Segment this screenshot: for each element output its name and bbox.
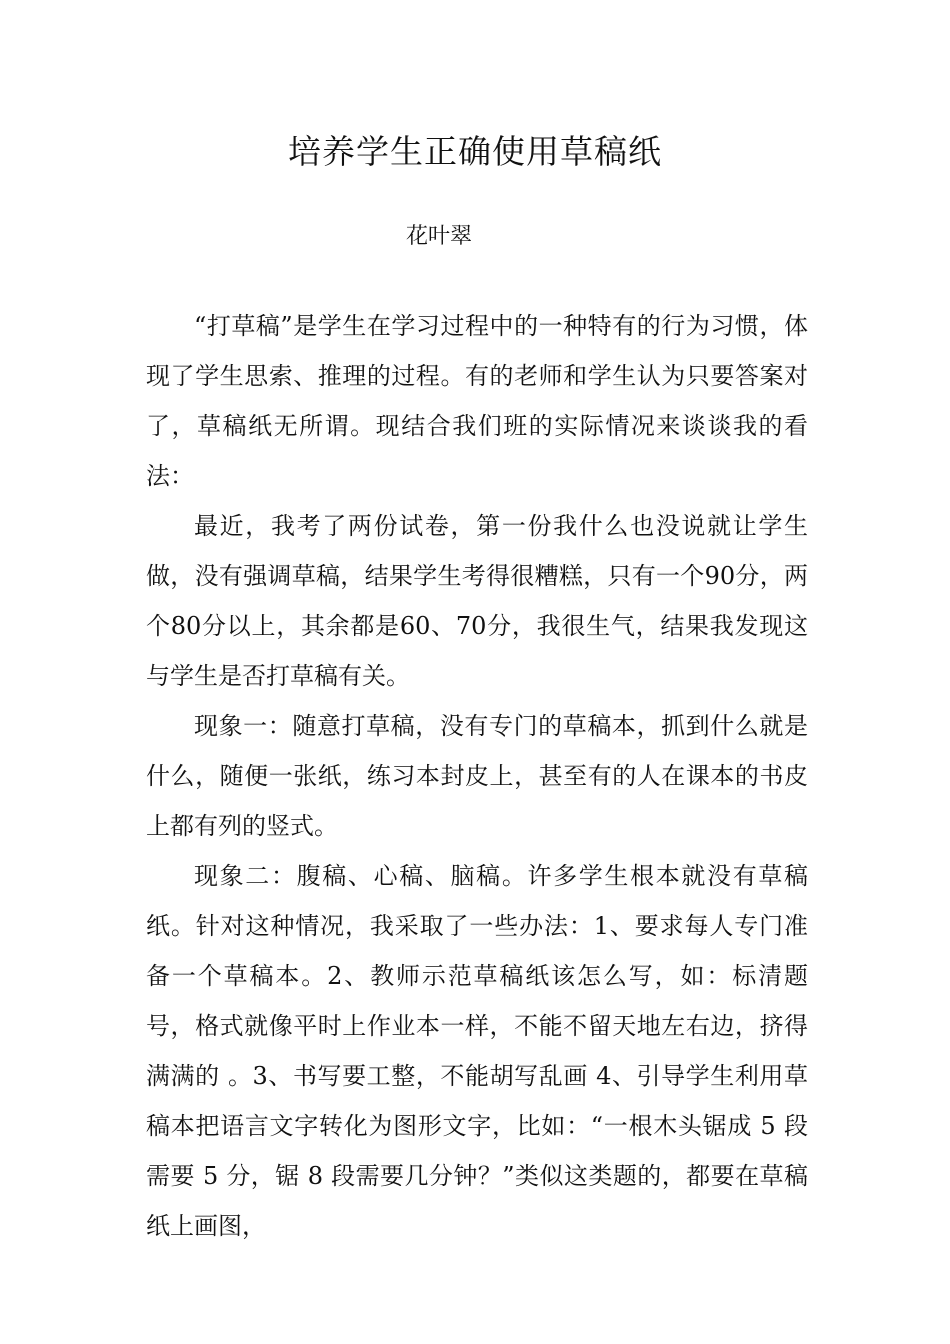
paragraph-phenomenon-one: 现象一：随意打草稿，没有专门的草稿本，抓到什么就是什么，随便一张纸，练习本封皮上，甚至有的人在课本的书皮上都有列的竖式。	[146, 712, 808, 840]
document-body	[146, 301, 808, 1251]
author-name: 花叶翠	[406, 224, 473, 249]
paragraph-phenomenon-two: 现象二：腹稿、心稿、脑稿。许多学生根本就没有草稿纸。针对这种情况，我采取了一些办法：1、要求每人专门准备一个草稿本。2、教师示范草稿纸该怎么写，如：标清题号，格式就像平时上作业本一样，不能不留天地左右边，挤得满满的 。3、书写要工整，不能胡写乱画 4、引导学生利用草稿本把语言文字转化为图形文字，比如：“一根木头锯成 5 段需要 5 分，锯 8 段需要几分钟？”类似这类题的，都要在草稿纸上画图，	[146, 862, 808, 1240]
document-title: 培养学生正确使用草稿纸	[288, 132, 662, 171]
paragraph-exam: 最近，我考了两份试卷，第一份我什么也没说就让学生做，没有强调草稿，结果学生考得很糟糕，只有一个90分，两个80分以上，其余都是60、70分，我很生气，结果我发现这与学生是否打草稿有关。	[146, 512, 808, 690]
paragraph-intro: “打草稿”是学生在学习过程中的一种特有的行为习惯，体现了学生思索、推理的过程。有的老师和学生认为只要答案对了，草稿纸无所谓。现结合我们班的实际情况来谈谈我的看法：	[146, 312, 808, 490]
